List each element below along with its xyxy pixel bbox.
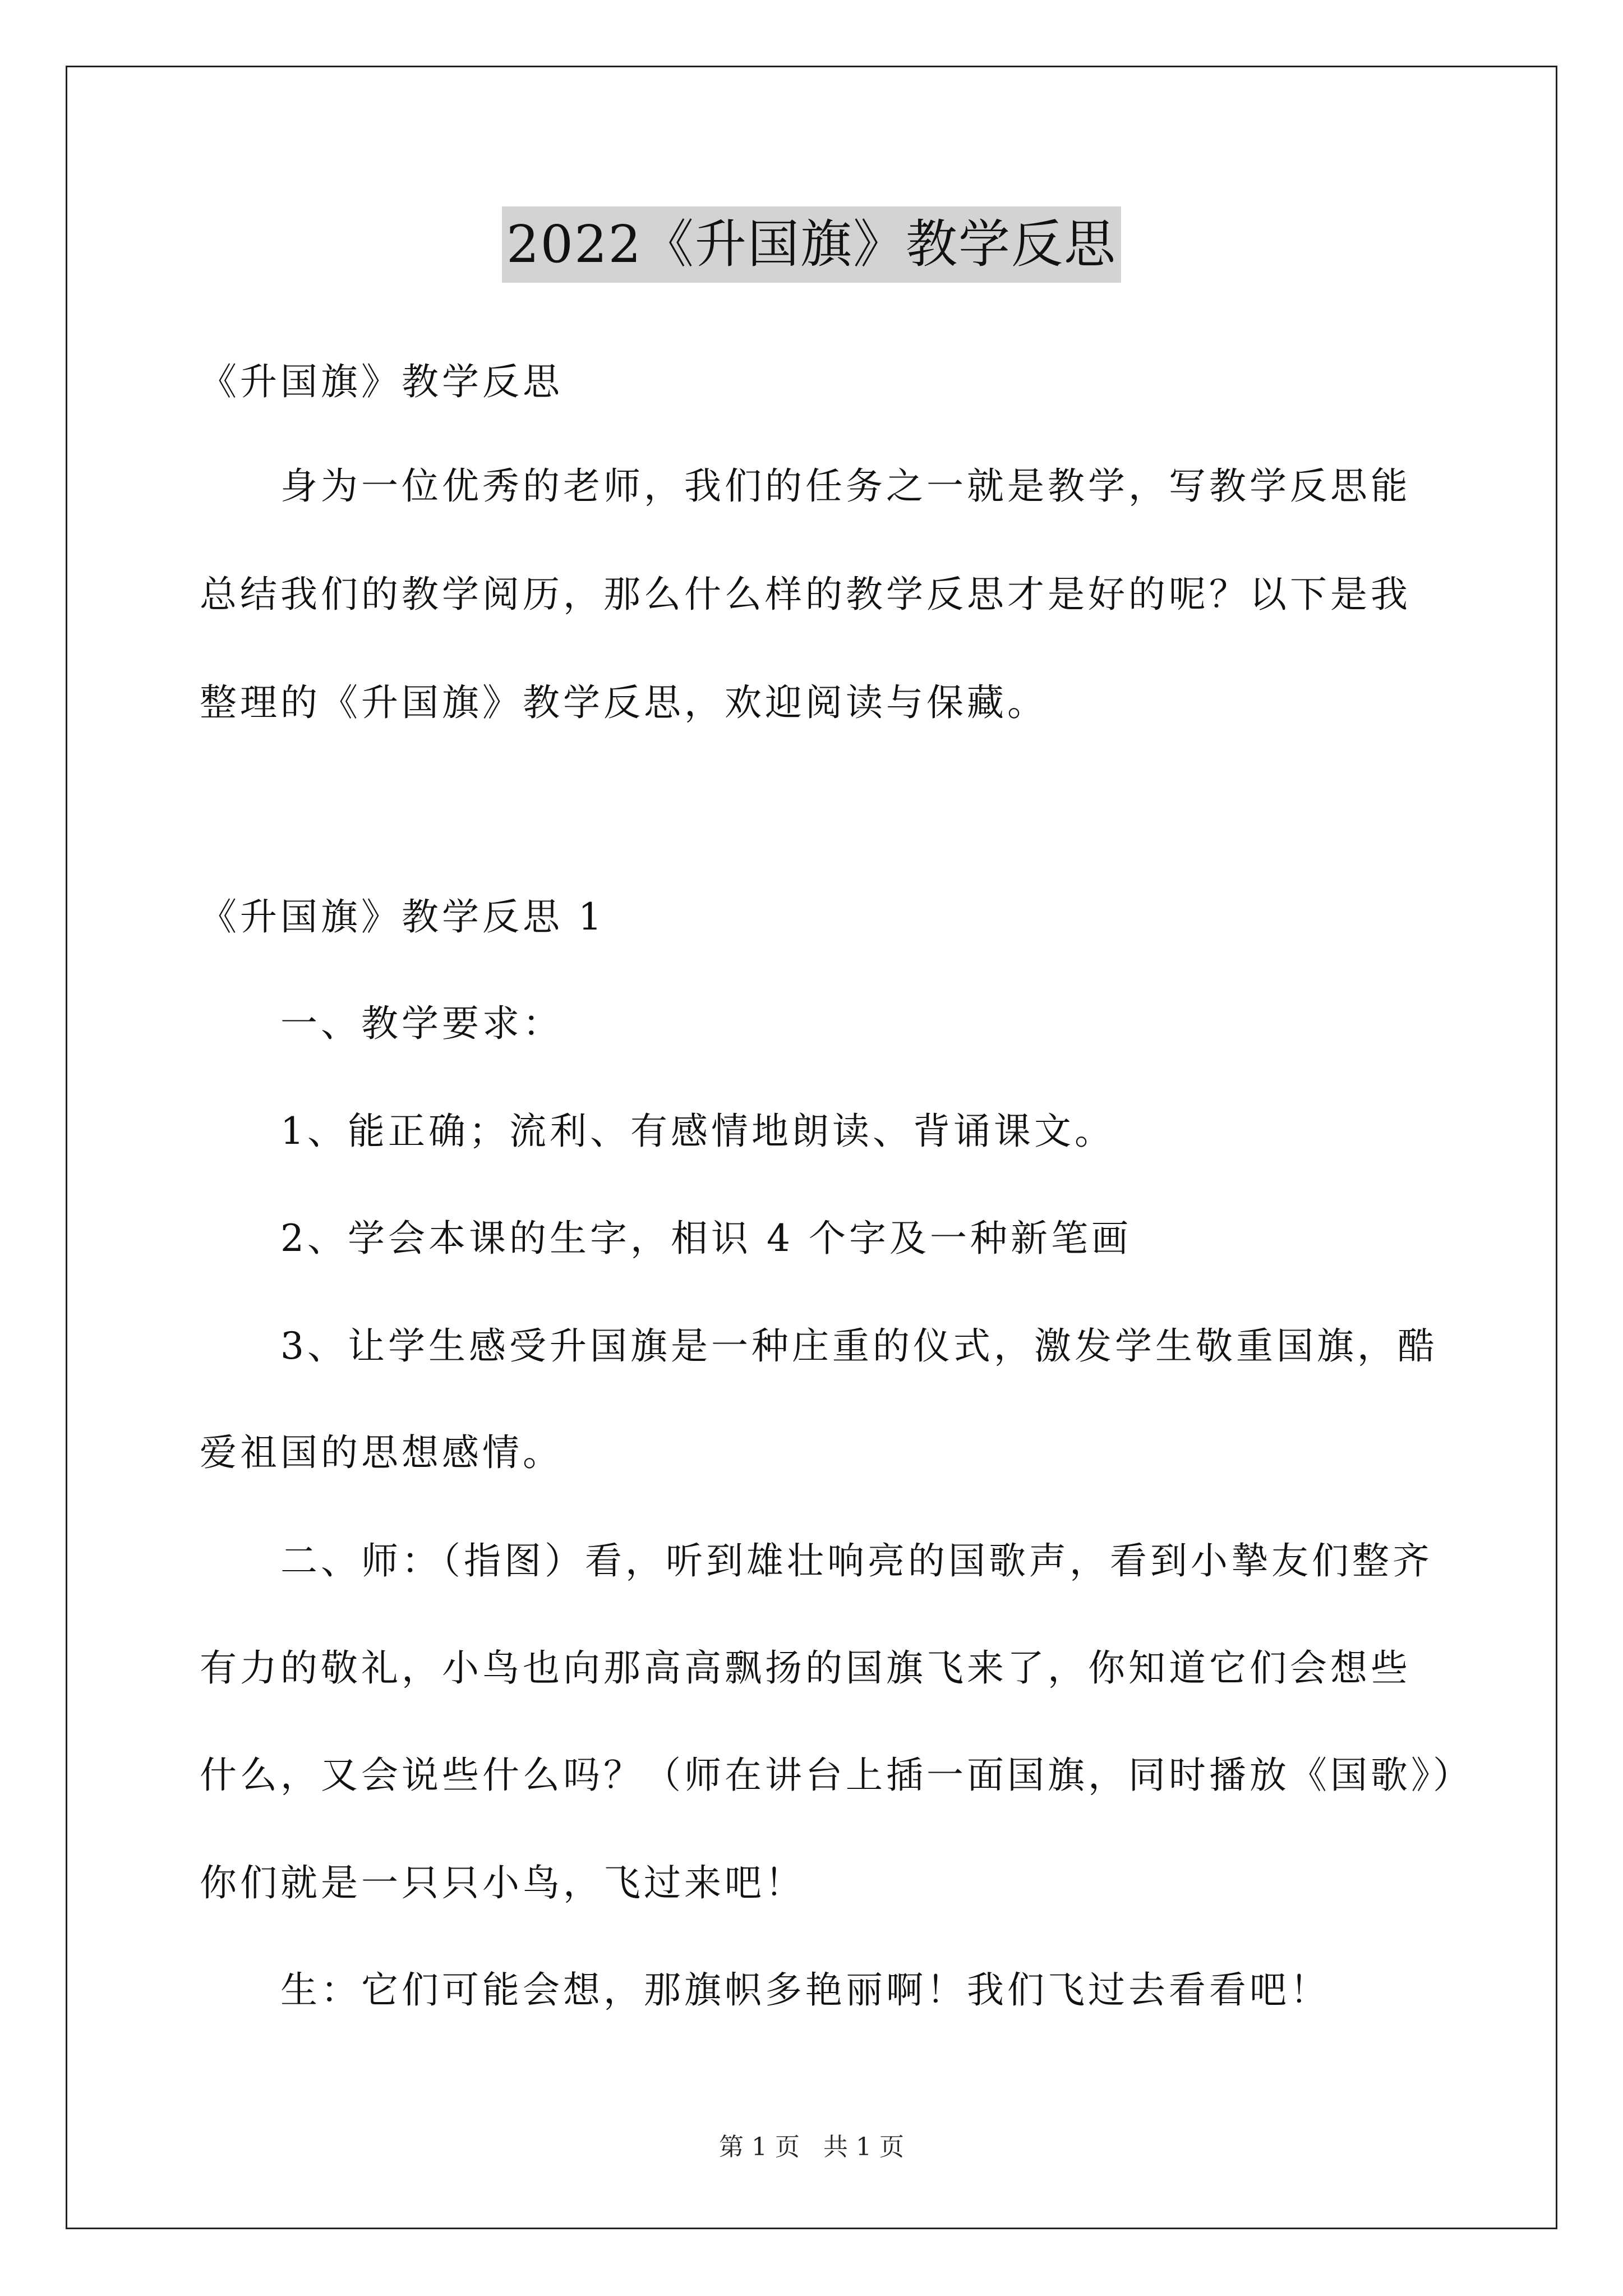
paragraph-line: 2、学会本课的生字，相识 4 个字及一种新笔画 bbox=[280, 1217, 1132, 1260]
document-title: 2022《升国旗》教学反思 bbox=[502, 206, 1121, 283]
paragraph-line: 一、教学要求： bbox=[280, 1002, 563, 1045]
paragraph-line: 总结我们的教学阅历，那么什么样的教学反思才是好的呢？以下是我 bbox=[200, 573, 1411, 616]
paragraph-line: 1、能正确；流利、有感情地朗读、背诵课文。 bbox=[280, 1110, 1115, 1153]
paragraph-line: 什么，又会说些什么吗？（师在讲台上插一面国旗，同时播放《国歌》） bbox=[200, 1754, 1473, 1797]
paragraph-line: 身为一位优秀的老师，我们的任务之一就是教学，写教学反思能 bbox=[280, 464, 1411, 508]
paragraph-line: 整理的《升国旗》教学反思，欢迎阅读与保藏。 bbox=[200, 681, 1048, 724]
section-heading: 《升国旗》教学反思 1 bbox=[200, 895, 605, 938]
section-heading: 《升国旗》教学反思 bbox=[200, 360, 563, 403]
page-number: 第 1 页 bbox=[719, 2133, 800, 2161]
paragraph-line: 你们就是一只只小鸟，飞过来吧！ bbox=[200, 1861, 805, 1904]
page-count: 共 1 页 bbox=[823, 2133, 904, 2161]
page-footer bbox=[0, 2131, 1623, 2164]
title-container bbox=[0, 206, 1623, 283]
paragraph-line: 二、师：（指图）看，听到雄壮响亮的国歌声，看到小摯友们整齐 bbox=[280, 1539, 1433, 1582]
paragraph-line: 生：它们可能会想，那旗帜多艳丽啊！我们飞过去看看吧！ bbox=[280, 1968, 1330, 2012]
paragraph-line: 3、让学生感受升国旗是一种庄重的仪式，激发学生敬重国旗，酷 bbox=[280, 1324, 1438, 1368]
paragraph-line: 爱祖国的思想感情。 bbox=[200, 1431, 563, 1474]
paragraph-line: 有力的敬礼，小鸟也向那高高飘扬的国旗飞来了，你知道它们会想些 bbox=[200, 1646, 1411, 1690]
